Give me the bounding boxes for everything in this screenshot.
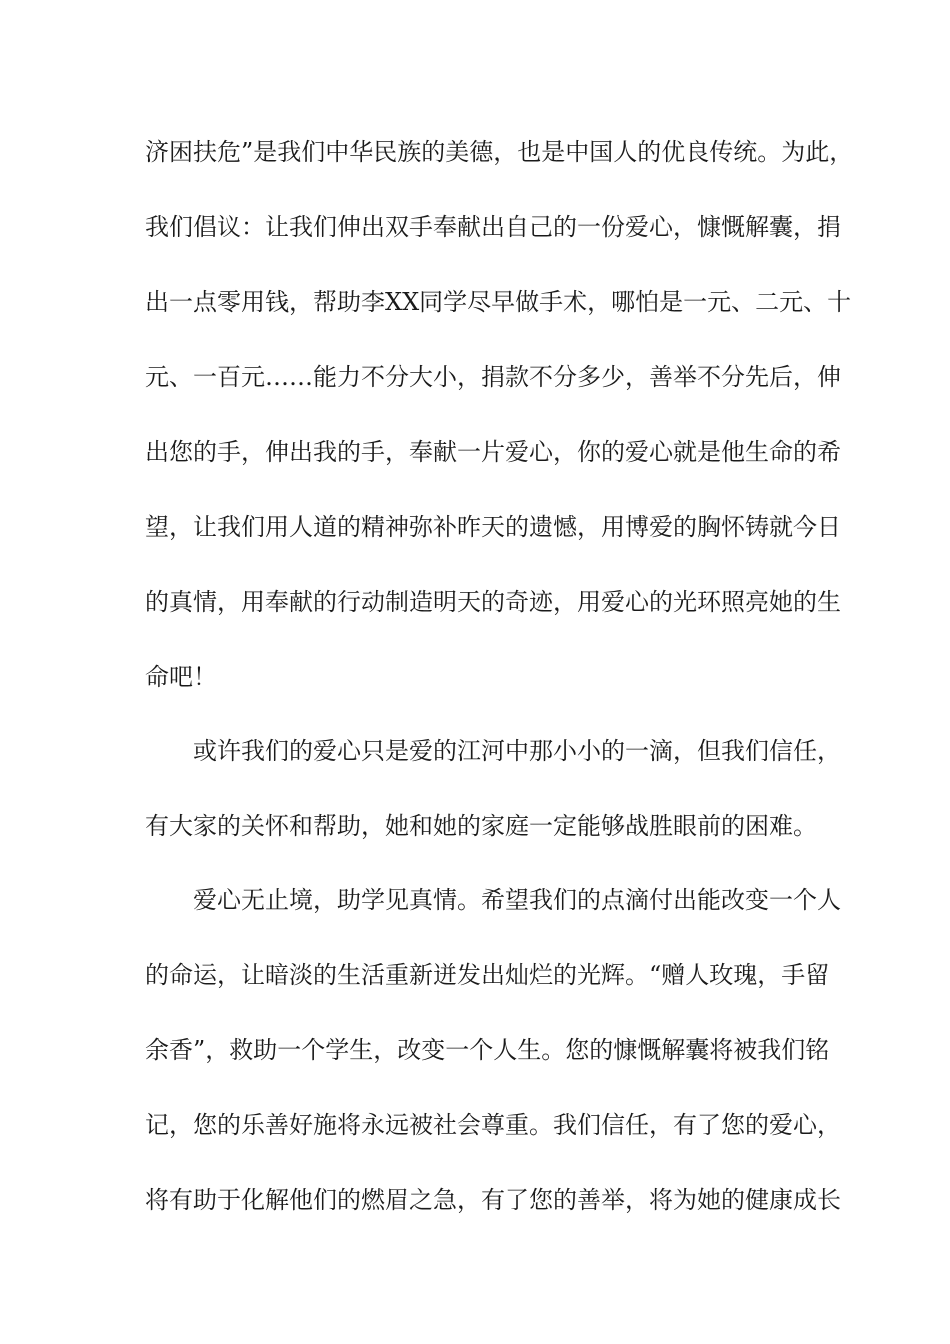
text-line: 记，您的乐善好施将永远被社会尊重。我们信任，有了您的爱心， — [145, 1111, 841, 1139]
paragraph-first-line: 或许我们的爱心只是爱的江河中那小小的一滴，但我们信任， — [193, 737, 841, 765]
text-line: 余香”，救助一个学生，改变一个人生。您的慷慨解囊将被我们铭 — [145, 1036, 830, 1064]
text-line: 济困扶危”是我们中华民族的美德，也是中国人的优良传统。为此， — [145, 138, 854, 166]
text-line: 出一点零用钱，帮助李XX同学尽早做手术，哪怕是一元、二元、十 — [145, 288, 852, 316]
text-line: 我们倡议：让我们伸出双手奉献出自己的一份爱心，慷慨解囊，捐 — [145, 213, 841, 241]
text-line: 元、一百元……能力不分大小，捐款不分多少，善举不分先后，伸 — [145, 363, 841, 391]
text-line: 出您的手，伸出我的手，奉献一片爱心，你的爱心就是他生命的希 — [145, 438, 841, 466]
text-line: 的真情，用奉献的行动制造明天的奇迹，用爱心的光环照亮她的生 — [145, 588, 841, 616]
text-line: 望，让我们用人道的精神弥补昨天的遗憾，用博爱的胸怀铸就今日 — [145, 513, 841, 541]
text-line: 有大家的关怀和帮助，她和她的家庭一定能够战胜眼前的困难。 — [145, 812, 817, 840]
paragraph-first-line: 爱心无止境，助学见真情。希望我们的点滴付出能改变一个人 — [193, 886, 841, 914]
text-line: 的命运，让暗淡的生活重新迸发出灿烂的光辉。“赠人玫瑰，手留 — [145, 961, 830, 989]
text-line: 命吧！ — [145, 663, 217, 691]
text-line: 将有助于化解他们的燃眉之急，有了您的善举，将为她的健康成长 — [145, 1186, 841, 1214]
